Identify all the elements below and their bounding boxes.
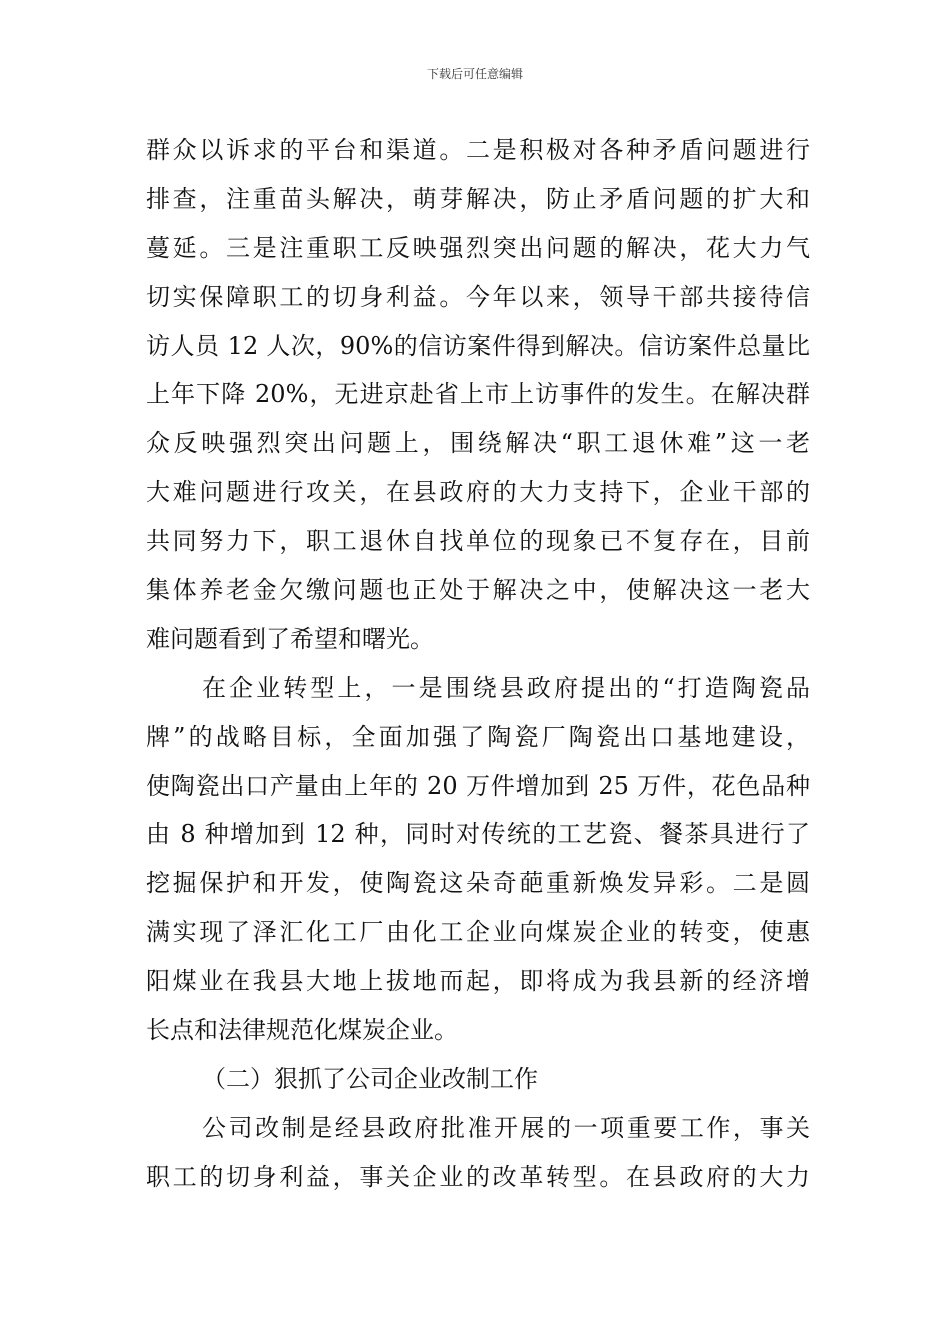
paragraph-line: 上年下降 20%，无进京赴省上市上访事件的发生。在解决群: [146, 380, 810, 409]
paragraph-line: 众反映强烈突出问题上，围绕解决“职工退休难”这一老: [146, 429, 810, 458]
paragraph-line: 公司改制是经县政府批准开展的一项重要工作，事关: [202, 1113, 810, 1142]
paragraph-line: 排查，注重苗头解决，萌芽解决，防止矛盾问题的扩大和: [146, 184, 810, 213]
paragraph-line: 蔓延。三是注重职工反映强烈突出问题的解决，花大力气: [146, 233, 810, 262]
paragraph-line: 群众以诉求的平台和渠道。二是积极对各种矛盾问题进行: [146, 136, 810, 164]
paragraph-line: 牌”的战略目标，全面加强了陶瓷厂陶瓷出口基地建设，: [146, 722, 810, 751]
paragraph-line: 切实保障职工的切身利益。今年以来，领导干部共接待信: [146, 282, 810, 311]
paragraph-line: 难问题看到了希望和曙光。: [146, 624, 434, 653]
paragraph-line: 共同努力下，职工退休自找单位的现象已不复存在，目前: [146, 527, 810, 556]
page-header-note: 下载后可任意编辑: [426, 67, 523, 81]
paragraph-line: 访人员 12 人次，90%的信访案件得到解决。信访案件总量比: [146, 331, 810, 360]
paragraph-line: 满实现了泽汇化工厂由化工企业向煤炭企业的转变，使惠: [146, 918, 810, 947]
paragraph-line: 使陶瓷出口产量由上年的 20 万件增加到 25 万件，花色品种: [146, 771, 810, 800]
document-body: [146, 126, 810, 1202]
paragraph-line: 阳煤业在我县大地上拔地而起，即将成为我县新的经济增: [146, 967, 810, 996]
section-heading: （二）狠抓了公司企业改制工作: [202, 1064, 538, 1093]
paragraph-line: 在企业转型上，一是围绕县政府提出的“打造陶瓷品: [202, 673, 810, 702]
paragraph-line: 挖掘保护和开发，使陶瓷这朵奇葩重新焕发异彩。二是圆: [146, 869, 810, 898]
paragraph-line: 由 8 种增加到 12 种，同时对传统的工艺瓷、餐茶具进行了: [146, 820, 810, 849]
paragraph-line: 集体养老金欠缴问题也正处于解决之中，使解决这一老大: [146, 576, 810, 605]
paragraph-line: 职工的切身利益，事关企业的改革转型。在县政府的大力: [146, 1162, 810, 1191]
paragraph-line: 大难问题进行攻关，在县政府的大力支持下，企业干部的: [146, 478, 810, 507]
paragraph-line: 长点和法律规范化煤炭企业。: [146, 1016, 458, 1045]
